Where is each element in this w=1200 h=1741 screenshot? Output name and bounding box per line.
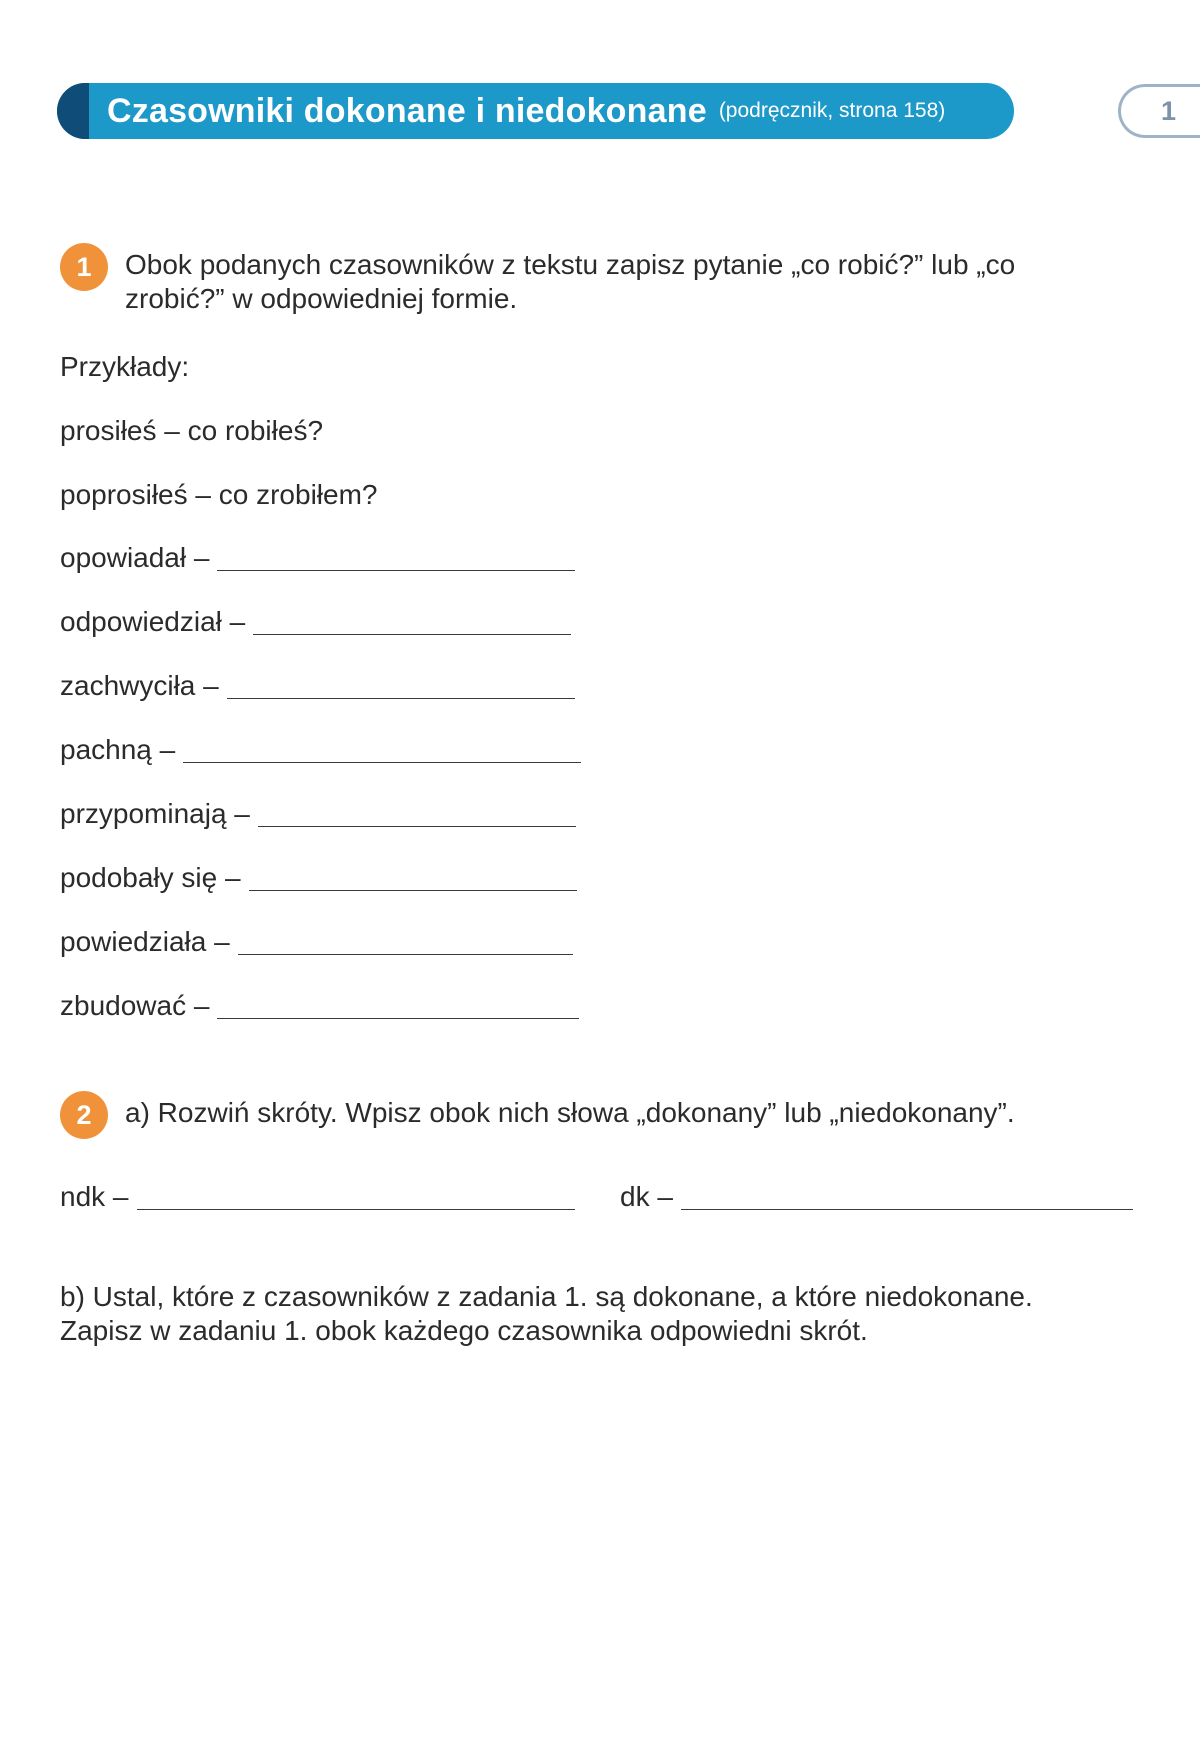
verb-row — [60, 535, 575, 575]
answer-line[interactable] — [217, 570, 575, 571]
page-subtitle: (podręcznik, strona 158) — [718, 99, 946, 122]
verb-row — [60, 663, 575, 703]
task-2-badge: 2 — [60, 1091, 108, 1139]
verb-label: odpowiedział – — [60, 606, 246, 637]
answer-line[interactable] — [258, 826, 576, 827]
task-2-part-b-line-1: b) Ustal, które z czasowników z zadania 1. są dokonane, a które niedokonane. — [60, 1281, 1033, 1312]
example-1: prosiłeś – co robiłeś? — [60, 415, 324, 446]
verb-label: zachwyciła – — [60, 670, 219, 701]
dk-row — [620, 1174, 1133, 1214]
task-1-badge: 1 — [60, 243, 108, 291]
verb-row — [60, 919, 573, 959]
verb-row — [60, 791, 576, 831]
example-2: poprosiłeś – co zrobiłem? — [60, 479, 378, 510]
verb-row — [60, 983, 579, 1023]
answer-line[interactable] — [253, 634, 571, 635]
examples-label: Przykłady: — [60, 351, 190, 382]
ndk-row — [60, 1174, 575, 1214]
task-1-instruction-line-1: Obok podanych czasowników z tekstu zapisz pytanie „co robić?” lub „co — [125, 249, 1016, 280]
page-number: 1 — [1161, 95, 1177, 126]
ndk-answer-line[interactable] — [137, 1209, 575, 1210]
page-title: Czasowniki dokonane i niedokonane — [107, 91, 707, 130]
dk-answer-line[interactable] — [681, 1209, 1133, 1210]
verb-label: przypominają – — [60, 798, 250, 829]
dk-label: dk – — [620, 1181, 673, 1212]
answer-line[interactable] — [238, 954, 573, 955]
verb-row — [60, 727, 581, 767]
task-2-part-b-line-2: Zapisz w zadaniu 1. obok każdego czasownika odpowiedni skrót. — [60, 1315, 868, 1346]
section-header — [57, 83, 1014, 139]
header-accent — [57, 83, 89, 139]
page-number-tab — [1118, 84, 1200, 138]
verb-label: zbudować – — [60, 990, 210, 1021]
answer-line[interactable] — [227, 698, 575, 699]
ndk-label: ndk – — [60, 1181, 129, 1212]
verb-label: podobały się – — [60, 862, 241, 893]
verb-label: powiedziała – — [60, 926, 230, 957]
verb-row — [60, 599, 571, 639]
answer-line[interactable] — [217, 1018, 579, 1019]
answer-line[interactable] — [249, 890, 577, 891]
task-2-part-a: a) Rozwiń skróty. Wpisz obok nich słowa „dokonany” lub „niedokonany”. — [125, 1097, 1015, 1128]
verb-row — [60, 855, 577, 895]
task-1-instruction-line-2: zrobić?” w odpowiedniej formie. — [125, 283, 518, 314]
answer-line[interactable] — [183, 762, 581, 763]
verb-label: pachną – — [60, 734, 176, 765]
verb-label: opowiadał – — [60, 542, 210, 573]
